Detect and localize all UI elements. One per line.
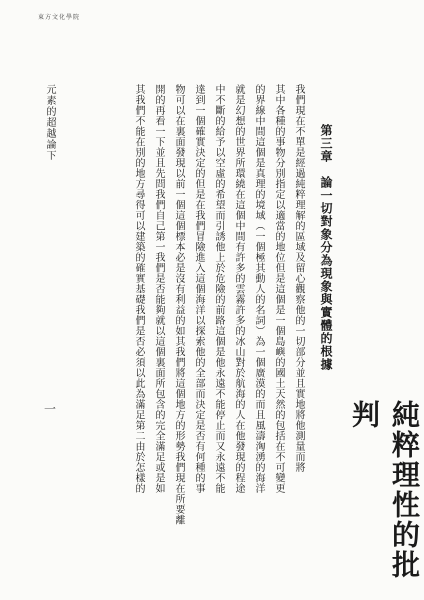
running-head: 元素的超越論下 [44, 84, 55, 161]
library-stamp: 東方文化學院 [38, 14, 81, 21]
body-text-column: 開的再看一下並且先問我們自己第一我們是否能夠就以這個裏面所包含的完全滿足或是如 [153, 84, 164, 494]
body-text-column: 就是幻想的世界所環繞在這個中間有許多的雲霧許多的冰山對於航海的人在他發現的程途 [233, 84, 244, 494]
page-number: 一 [44, 402, 57, 416]
body-text-column: 物可以在裏面發現以前一個這個標本必是沒有利益的如其我們將這個地方的形勢我們現在所要離 [173, 84, 184, 525]
body-text-column: 達到一個確實決定的但是在我們冒險進入這個海洋以探索他的全部而決定是否有何種的事 [193, 84, 204, 494]
body-text-column: 我們現在不單是經過純粹理解的區域及留心觀察他的一切部分並且實地將他測量而將 [293, 84, 304, 473]
body-text-column: 其我們不能在別的地方尋得可以建築的確實基礎我們是否必須以此為滿足第二由於怎樣的 [133, 84, 144, 494]
book-title: 純粹理性的批判 [348, 400, 421, 580]
body-text-column: 其中各種的事物分別指定以適當的地位但是這個是一個島嶼的國土天然的包括在不可變更 [273, 84, 284, 494]
body-text-column: 的界線中間這個是真理的境域（一個極其動人的名詞）為一個廣漠的而且風濤洶湧的海洋 [253, 84, 264, 494]
chapter-heading: 第三章 論一切對象分為現象與實體的根據 [319, 124, 333, 371]
body-text-column: 中不斷的給予以空虛的希望而引誘他上於危險的前路這個是他永遠不能停止而又永遠不能 [213, 84, 224, 494]
